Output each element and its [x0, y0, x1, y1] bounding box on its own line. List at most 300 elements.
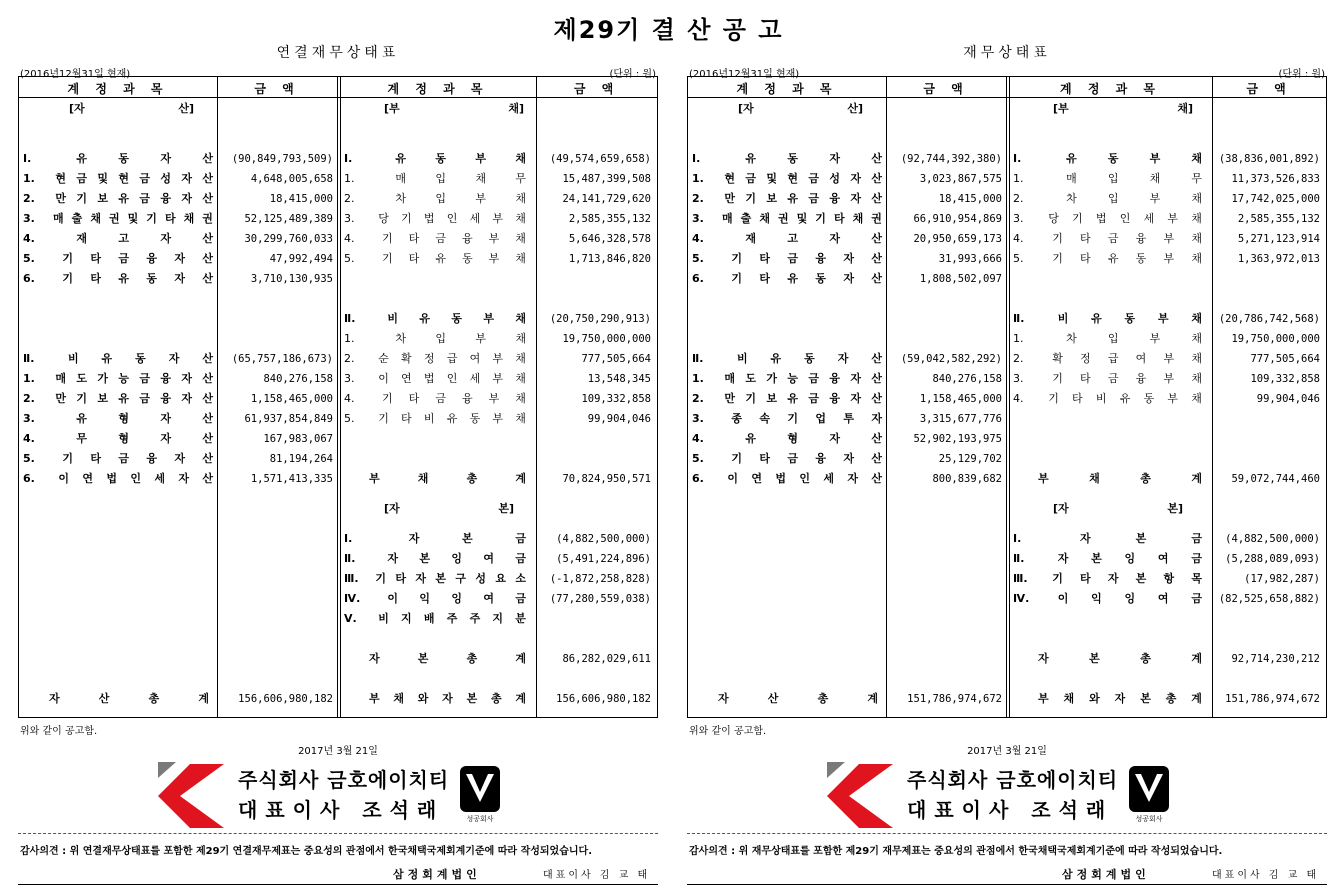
account-char: 비: [67, 352, 79, 365]
account-char: 기: [787, 412, 798, 425]
account-amount: (20,750,290,913): [549, 313, 651, 325]
account-char: 부: [1163, 352, 1175, 365]
account-char: 구: [455, 572, 466, 585]
account-char: 자: [850, 372, 861, 385]
account-char: 채: [1191, 212, 1202, 225]
account-amount: 13,548,345: [587, 373, 651, 385]
account-char: 소: [515, 572, 526, 585]
account-char: 타: [408, 392, 420, 405]
account-char: 계: [1191, 692, 1202, 705]
account-char: 차: [1066, 192, 1077, 205]
account-char: 동: [135, 352, 146, 365]
section-bracket-open: [자: [69, 102, 85, 115]
account-char: 세: [154, 472, 165, 485]
account-char: 유: [1091, 312, 1102, 325]
account-amount: (65,757,186,673): [231, 353, 333, 365]
account-char: 유: [745, 152, 756, 165]
account-char: 법: [423, 372, 435, 385]
company-signature: [827, 758, 1227, 828]
account-char: 유: [101, 352, 113, 365]
account-amount: 15,487,399,508: [562, 173, 651, 185]
account-char: 금: [435, 232, 446, 245]
account-char: 채: [1191, 372, 1202, 385]
account-number: 6.: [23, 472, 35, 485]
account-amount: 19,750,000,000: [1231, 333, 1320, 345]
asset-account-label: [23, 389, 213, 409]
separate-panel: [687, 0, 1327, 890]
account-char: 급: [446, 352, 458, 365]
account-char: 산: [871, 272, 882, 285]
account-char: 자: [160, 232, 171, 245]
audit-divider: [687, 833, 1327, 834]
account-char: 부: [488, 232, 500, 245]
account-char: 비: [387, 312, 398, 325]
account-char: 자: [1057, 552, 1069, 565]
account-char: 채: [515, 212, 526, 225]
account-char: 입: [1107, 192, 1119, 205]
amount-column-header: 금 액: [923, 82, 969, 96]
section-bracket-open: [부: [384, 102, 400, 115]
account-number: Ⅱ.: [1013, 552, 1025, 565]
asset-account-label: [692, 209, 882, 229]
account-number: 2.: [23, 192, 35, 205]
account-char: 권: [777, 212, 789, 225]
amount-column-header: 금 액: [254, 82, 300, 96]
liability-account-label: [1013, 589, 1202, 609]
account-char: 산: [202, 252, 213, 265]
account-amount: 3,315,677,776: [919, 413, 1002, 425]
account-amount: 167,983,067: [263, 433, 333, 445]
account-number: 4.: [344, 392, 355, 405]
account-number: 6.: [23, 272, 35, 285]
consolidated-panel: [18, 0, 658, 890]
account-char: 매: [1066, 172, 1077, 185]
account-char: 채: [1191, 352, 1202, 365]
column-divider: [217, 77, 218, 717]
account-char: 산: [202, 152, 213, 165]
account-amount: (20,786,742,568): [1218, 313, 1320, 325]
account-char: 산: [202, 372, 213, 385]
account-char: 형: [118, 432, 129, 445]
account-char: 순: [378, 352, 389, 365]
account-number: 3.: [692, 212, 704, 225]
account-amount: (5,288,089,093): [1225, 553, 1320, 565]
account-char: 자: [181, 192, 192, 205]
account-char: 동: [435, 152, 446, 165]
section-bracket-close: 본]: [498, 502, 514, 515]
asset-account-label: [692, 449, 882, 469]
liabilities-section-header: [1053, 99, 1193, 119]
liability-account-label: [1013, 389, 1202, 409]
announcement-date: 2017년 3월 21일: [967, 746, 1047, 757]
account-char: 형: [787, 432, 798, 445]
account-char: 기: [1052, 232, 1063, 245]
account-char: 자: [829, 152, 840, 165]
account-amount: 25,129,702: [938, 453, 1002, 465]
liability-account-label: [1038, 649, 1202, 669]
account-number: Ⅱ.: [23, 352, 35, 365]
account-char: 타: [1080, 572, 1091, 585]
account-char: 금: [1191, 592, 1202, 605]
account-char: 투: [843, 412, 854, 425]
account-char: 무: [76, 432, 87, 445]
account-number: 3.: [344, 372, 355, 385]
account-char: 목: [1191, 572, 1202, 585]
account-char: 유: [446, 412, 458, 425]
liability-account-label: [344, 409, 526, 429]
account-char: 차: [395, 192, 406, 205]
account-char: 채: [1191, 332, 1202, 345]
liability-account-label: [344, 529, 526, 549]
account-amount: 52,902,193,975: [913, 433, 1002, 445]
asset-account-label: [692, 389, 882, 409]
account-char: 본: [1091, 552, 1102, 565]
company-seal: [458, 764, 502, 824]
account-char: 금: [515, 552, 526, 565]
account-char: 채: [759, 212, 770, 225]
account-char: 채: [515, 192, 526, 205]
account-number: Ⅲ.: [344, 572, 359, 585]
account-char: 타: [1072, 392, 1083, 405]
account-char: 기: [401, 212, 412, 225]
section-bracket-close: 본]: [1167, 502, 1183, 515]
account-char: 금: [435, 392, 446, 405]
liability-account-label: [1038, 689, 1202, 709]
account-amount: 1,808,502,097: [919, 273, 1002, 285]
account-char: 계: [515, 692, 526, 705]
account-char: 금: [139, 192, 150, 205]
account-char: 법: [423, 212, 435, 225]
account-number: 5.: [23, 452, 35, 465]
account-char: 융: [815, 252, 826, 265]
account-amount: (49,574,659,658): [549, 153, 651, 165]
account-char: 유: [118, 392, 129, 405]
account-char: 본: [1135, 532, 1147, 545]
account-char: 융: [815, 452, 826, 465]
account-amount: 777,505,664: [1250, 353, 1320, 365]
account-char: 산: [202, 232, 213, 245]
account-char: 타: [1080, 252, 1091, 265]
account-char: 인: [799, 472, 810, 485]
account-char: 유: [76, 152, 87, 165]
account-char: 산: [871, 392, 882, 405]
account-char: 잉: [1124, 592, 1136, 605]
column-divider: [536, 77, 537, 717]
account-char: 만: [55, 192, 66, 205]
account-char: 금: [808, 192, 819, 205]
account-number: Ⅰ.: [1013, 152, 1022, 165]
section-bracket-close: 산]: [178, 102, 194, 115]
account-char: 기: [1052, 372, 1063, 385]
account-char: 자: [829, 232, 840, 245]
account-char: 기: [1048, 392, 1059, 405]
account-char: 인: [446, 372, 458, 385]
account-char: 타: [401, 412, 412, 425]
account-char: 현: [55, 172, 66, 185]
account-char: 비: [1057, 312, 1069, 325]
auditor-representative: 대표이사 김 교 태: [1212, 870, 1320, 881]
account-char: 입: [1107, 172, 1119, 185]
account-number: 4.: [344, 232, 355, 245]
asset-account-label: [23, 229, 213, 249]
column-divider: [340, 77, 341, 717]
account-char: 금: [118, 252, 129, 265]
account-number: 3.: [692, 412, 704, 425]
account-char: 매: [55, 372, 66, 385]
account-amount: 1,571,413,335: [250, 473, 333, 485]
account-amount: 2,585,355,132: [568, 213, 651, 225]
account-amount: 109,332,858: [1250, 373, 1320, 385]
account-char: 금: [1191, 532, 1202, 545]
account-number: 4.: [692, 432, 704, 445]
account-char: 유: [118, 272, 129, 285]
account-char: 금: [745, 172, 756, 185]
audit-divider: [18, 833, 658, 834]
account-char: 매: [722, 212, 733, 225]
account-char: 유: [395, 152, 406, 165]
account-amount: 31,993,666: [938, 253, 1002, 265]
account-amount: 59,072,744,460: [1231, 473, 1320, 485]
asset-account-label: [23, 269, 213, 289]
account-number: 2.: [344, 192, 355, 205]
account-number: 2.: [692, 192, 704, 205]
account-char: 산: [202, 172, 213, 185]
account-char: 총: [490, 692, 502, 705]
account-char: 본: [466, 692, 478, 705]
account-number: 5.: [692, 452, 704, 465]
consolidated-date: (2016년12월31일 현재): [20, 69, 131, 80]
account-char: 자: [369, 652, 380, 665]
liability-account-label: [1013, 149, 1202, 169]
account-char: 타: [164, 212, 176, 225]
account-char: 분: [515, 612, 526, 625]
audit-opinion: 감사의견 : 위 연결재무상태표를 포함한 제29기 연결재무제표는 중요성의 관점에서 한국채택국제회계기준에 따라 작성되었습니다.: [20, 846, 592, 857]
account-char: 타: [1080, 372, 1091, 385]
account-char: 산: [202, 392, 213, 405]
asset-account-label: [23, 449, 213, 469]
liability-account-label: [344, 229, 526, 249]
account-char: 채: [1063, 692, 1075, 705]
asset-account-label: [49, 689, 209, 709]
account-char: 유: [76, 412, 87, 425]
liability-account-label: [369, 689, 526, 709]
account-amount: 61,937,854,849: [244, 413, 333, 425]
account-amount: 777,505,664: [581, 353, 651, 365]
account-char: 융: [160, 372, 171, 385]
account-char: 부: [488, 392, 500, 405]
account-char: 계: [1191, 652, 1202, 665]
account-char: 타: [1080, 232, 1091, 245]
account-char: 계: [867, 692, 878, 705]
account-char: 자: [718, 692, 729, 705]
liability-account-label: [1013, 309, 1202, 329]
account-char: 동: [804, 352, 815, 365]
account-char: 지: [401, 612, 412, 625]
account-char: 여: [469, 352, 481, 365]
account-char: 유: [770, 352, 782, 365]
asset-account-label: [692, 249, 882, 269]
account-char: 기: [1052, 252, 1063, 265]
account-char: 와: [1089, 692, 1100, 705]
liability-account-label: [1013, 349, 1202, 369]
liability-account-label: [1013, 229, 1202, 249]
account-char: 기: [382, 392, 393, 405]
account-char: 입: [1107, 332, 1119, 345]
account-char: 산: [202, 432, 213, 445]
account-char: 연: [751, 472, 762, 485]
account-char: 융: [1135, 232, 1147, 245]
account-char: 금: [787, 252, 798, 265]
account-char: 세: [823, 472, 834, 485]
account-number: Ⅰ.: [692, 152, 701, 165]
account-char: 총: [466, 652, 478, 665]
account-char: 확: [401, 352, 412, 365]
account-char: 기: [745, 392, 756, 405]
account-char: 부: [492, 412, 504, 425]
account-char: 유: [1119, 392, 1131, 405]
account-char: 동: [461, 252, 473, 265]
account-char: 현: [724, 172, 735, 185]
account-char: 자: [168, 352, 180, 365]
separate-date: (2016년12월31일 현재): [689, 69, 800, 80]
asset-account-label: [23, 249, 213, 269]
account-char: 정: [423, 352, 435, 365]
account-char: 채: [1191, 232, 1202, 245]
account-char: 동: [1124, 312, 1136, 325]
liability-account-label: [1013, 189, 1202, 209]
account-char: 세: [469, 212, 481, 225]
account-char: 채: [1191, 392, 1202, 405]
account-char: 타: [759, 252, 770, 265]
account-amount: 18,415,000: [938, 193, 1002, 205]
asset-account-label: [692, 409, 882, 429]
account-column-header: 계 정 과 목: [1060, 82, 1161, 96]
account-char: 유: [1107, 252, 1119, 265]
account-char: 산: [871, 192, 882, 205]
account-char: 인: [446, 212, 458, 225]
equity-section-header: [1053, 499, 1183, 519]
account-char: 가: [97, 372, 108, 385]
bottom-divider: [18, 884, 658, 885]
account-char: 산: [202, 192, 213, 205]
account-char: 산: [202, 412, 213, 425]
account-char: 금: [139, 172, 150, 185]
account-char: 자: [850, 392, 861, 405]
account-number: Ⅱ.: [692, 352, 704, 365]
account-char: 자: [850, 192, 861, 205]
liability-account-label: [1038, 469, 1202, 489]
account-char: 금: [76, 172, 87, 185]
account-char: 비: [423, 412, 435, 425]
account-char: 및: [97, 172, 108, 185]
account-number: 3.: [344, 212, 355, 225]
account-char: 융: [461, 392, 473, 405]
account-char: 유: [787, 392, 798, 405]
asset-account-label: [692, 269, 882, 289]
account-amount: 66,910,954,869: [913, 213, 1002, 225]
account-char: 여: [483, 552, 494, 565]
liability-account-label: [1013, 549, 1202, 569]
asset-account-label: [718, 689, 878, 709]
account-char: 산: [871, 232, 882, 245]
liability-account-label: [344, 569, 526, 589]
equity-section-header: [384, 499, 514, 519]
liability-account-label: [344, 169, 526, 189]
account-char: 산: [871, 432, 882, 445]
liability-account-label: [1013, 169, 1202, 189]
account-char: 당: [1048, 212, 1059, 225]
account-char: 부: [492, 352, 504, 365]
account-char: 보: [97, 392, 108, 405]
account-char: 와: [417, 692, 429, 705]
asset-account-label: [23, 189, 213, 209]
account-char: 권: [871, 212, 882, 225]
account-amount: 11,373,526,833: [1231, 173, 1320, 185]
account-char: 자: [387, 552, 398, 565]
account-char: 융: [829, 192, 840, 205]
liability-account-label: [344, 389, 526, 409]
account-char: 법: [775, 472, 786, 485]
account-char: 금: [808, 172, 819, 185]
account-char: 권: [202, 212, 213, 225]
account-char: 주: [469, 612, 481, 625]
account-number: Ⅰ.: [1013, 532, 1022, 545]
account-char: 유: [435, 252, 446, 265]
account-char: 동: [118, 152, 129, 165]
liability-account-label: [1013, 329, 1202, 349]
account-char: 자: [174, 272, 185, 285]
account-char: 이: [1057, 592, 1069, 605]
account-number: 4.: [1013, 232, 1024, 245]
account-char: 정: [1080, 352, 1091, 365]
audit-opinion: 감사의견 : 위 재무상태표를 포함한 제29기 재무제표는 중요성의 관점에서 한국채택국제회계기준에 따라 작성되었습니다.: [689, 846, 1223, 857]
account-char: 자: [174, 452, 185, 465]
liability-account-label: [1013, 569, 1202, 589]
account-char: 산: [202, 352, 213, 365]
account-number: 4.: [23, 232, 35, 245]
account-char: 무: [515, 172, 526, 185]
asset-account-label: [692, 189, 882, 209]
account-number: 2.: [344, 352, 355, 365]
liability-account-label: [1013, 209, 1202, 229]
account-char: 부: [1163, 232, 1175, 245]
account-char: 동: [815, 272, 826, 285]
account-char: 자: [160, 432, 171, 445]
account-char: 현: [118, 172, 129, 185]
account-amount: 17,742,025,000: [1231, 193, 1320, 205]
account-amount: 52,125,489,389: [244, 213, 333, 225]
account-char: 입: [435, 172, 446, 185]
account-char: 재: [76, 232, 87, 245]
account-amount: 92,714,230,212: [1231, 653, 1320, 665]
account-char: 타: [90, 452, 101, 465]
account-char: 부: [475, 332, 486, 345]
account-char: 보: [766, 192, 777, 205]
svg-text:성공회사: 성공회사: [1135, 815, 1163, 823]
account-amount: (77,280,559,038): [549, 593, 651, 605]
account-char: 보: [97, 192, 108, 205]
account-char: 이: [58, 472, 69, 485]
account-char: 채: [1191, 192, 1202, 205]
account-amount: 5,646,328,578: [568, 233, 651, 245]
section-bracket-open: [자: [1053, 502, 1069, 515]
account-char: 동: [1107, 152, 1119, 165]
account-amount: 20,950,659,173: [913, 233, 1002, 245]
account-char: 항: [1163, 572, 1175, 585]
account-char: 및: [796, 212, 808, 225]
account-column-header: 계 정 과 목: [736, 82, 838, 96]
bottom-divider: [687, 884, 1327, 885]
